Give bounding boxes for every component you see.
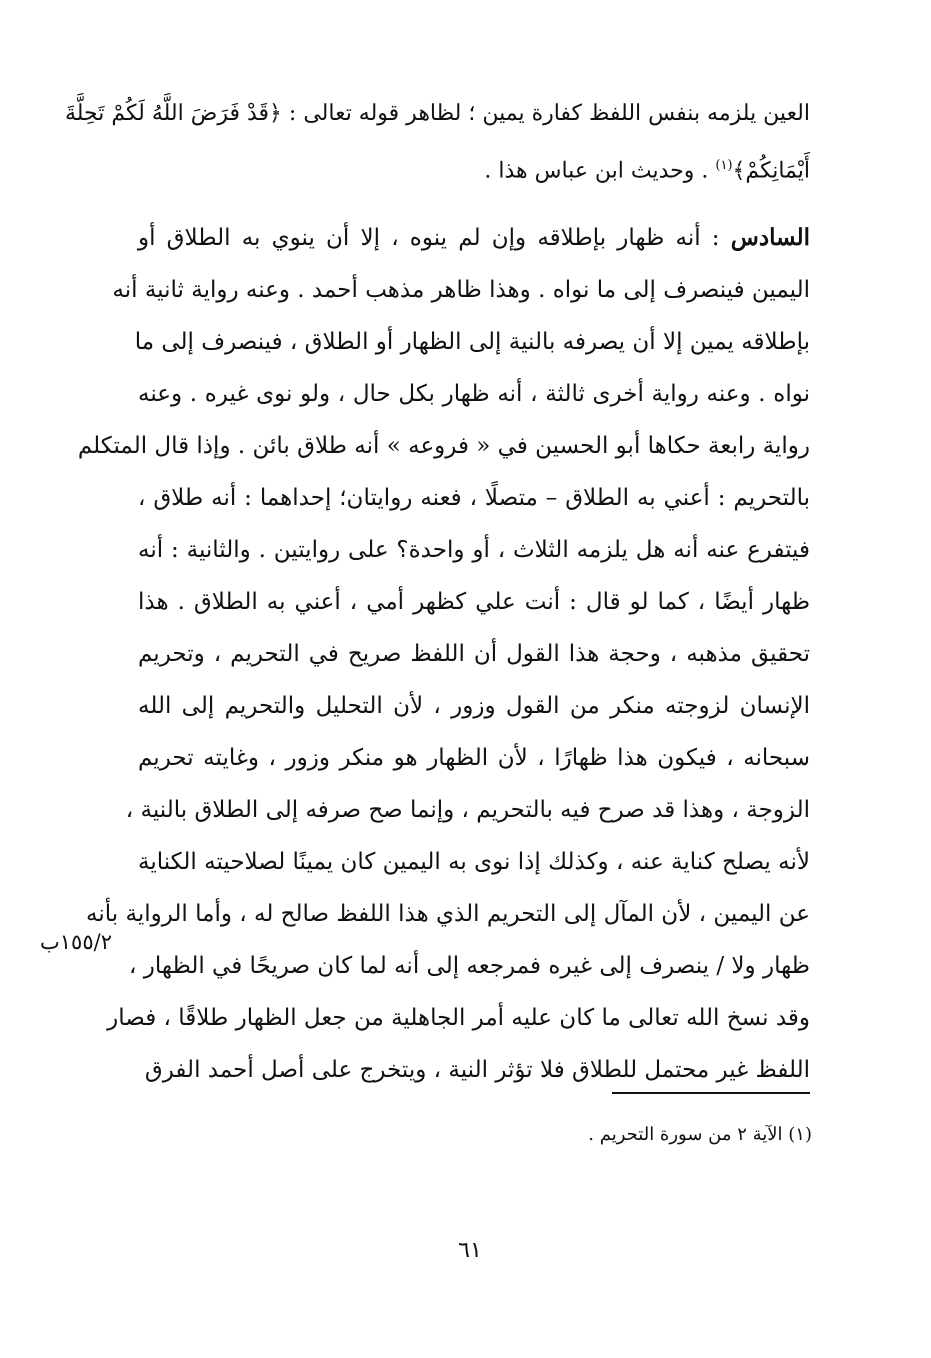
body-line: تحقيق مذهبه ، وحجة هذا القول أن اللفظ صريح في التحريم ، وتحريم (138, 641, 810, 667)
body-line: وقد نسخ الله تعالى ما كان عليه أمر الجاهلية من جعل الظهار طلاقًا ، فصار (107, 1005, 810, 1031)
body-text: . وحديث ابن عباس هذا . (484, 158, 716, 184)
body-line (138, 140, 810, 192)
body-line: اليمين فينصرف إلى ما نواه . وهذا ظاهر مذهب أحمد . وعنه رواية ثانية أنه (112, 277, 810, 303)
body-line (138, 212, 810, 264)
section-lead-word: السادس (730, 224, 810, 251)
body-line: العين يلزمه بنفس اللفظ كفارة يمين ؛ لظاهر قوله تعالى : ﴿قَدْ فَرَضَ اللَّهُ لَكُمْ تَحِلَّةَ (64, 101, 810, 126)
body-line: ظهار ولا / ينصرف إلى غيره فمرجعه إلى أنه لما كان صريحًا في الظهار ، (129, 953, 810, 979)
body-line: بإطلاقه يمين إلا أن يصرفه بالنية إلى الظهار أو الطلاق ، فينصرف إلى ما (134, 329, 810, 355)
footnote: (١) الآية ٢ من سورة التحريم . (588, 1124, 812, 1145)
body-line: بالتحريم : أعني به الطلاق – متصلًا ، فعنه روايتان؛ إحداهما : أنه طلاق ، (138, 485, 810, 511)
body-line: نواه . وعنه رواية أخرى ثالثة ، أنه ظهار بكل حال ، ولو نوى غيره . وعنه (138, 381, 810, 407)
body-text: : أنه ظهار بإطلاقه وإن لم ينوه ، إلا أن ينوي به الطلاق أو (138, 225, 731, 251)
page-number: ٦١ (458, 1238, 482, 1263)
body-paragraph-1 (64, 88, 810, 192)
manuscript-folio-marker: ١٥٥/٢ب (40, 930, 112, 954)
quran-verse: أَيْمَانِكُمْ﴾ (732, 158, 810, 184)
body-line: الزوجة ، وهذا قد صرح فيه بالتحريم ، وإنما صح صرفه إلى الطلاق بالنية ، (125, 797, 810, 823)
body-line: اللفظ غير محتمل للطلاق فلا تؤثر النية ، ويتخرج على أصل أحمد الفرق (144, 1057, 810, 1083)
body-line: سبحانه ، فيكون هذا ظهارًا ، لأن الظهار هو منكر وزور ، وغايته تحريم (138, 745, 810, 771)
footnote-reference: (١) (715, 158, 733, 173)
body-line: عن اليمين ، لأن المآل إلى التحريم الذي هذا اللفظ صالح له ، وأما الرواية بأنه (86, 901, 810, 927)
body-line: الإنسان لزوجته منكر من القول وزور ، لأن التحليل والتحريم إلى الله (138, 693, 810, 719)
body-line: فيتفرع عنه أنه هل يلزمه الثلاث ، أو واحدة؟ على روايتين . والثانية : أنه (138, 537, 810, 563)
body-paragraph-2 (77, 212, 810, 1096)
body-line: لأنه يصلح كناية عنه ، وكذلك إذا نوى به اليمين كان يمينًا لصلاحيته الكناية (138, 849, 810, 875)
body-line: رواية رابعة حكاها أبو الحسين في « فروعه » أنه طلاق بائن . وإذا قال المتكلم (77, 433, 810, 459)
body-line: ظهار أيضًا ، كما لو قال : أنت علي كظهر أمي ، أعني به الطلاق . هذا (138, 589, 810, 615)
footnote-separator (612, 1092, 810, 1094)
